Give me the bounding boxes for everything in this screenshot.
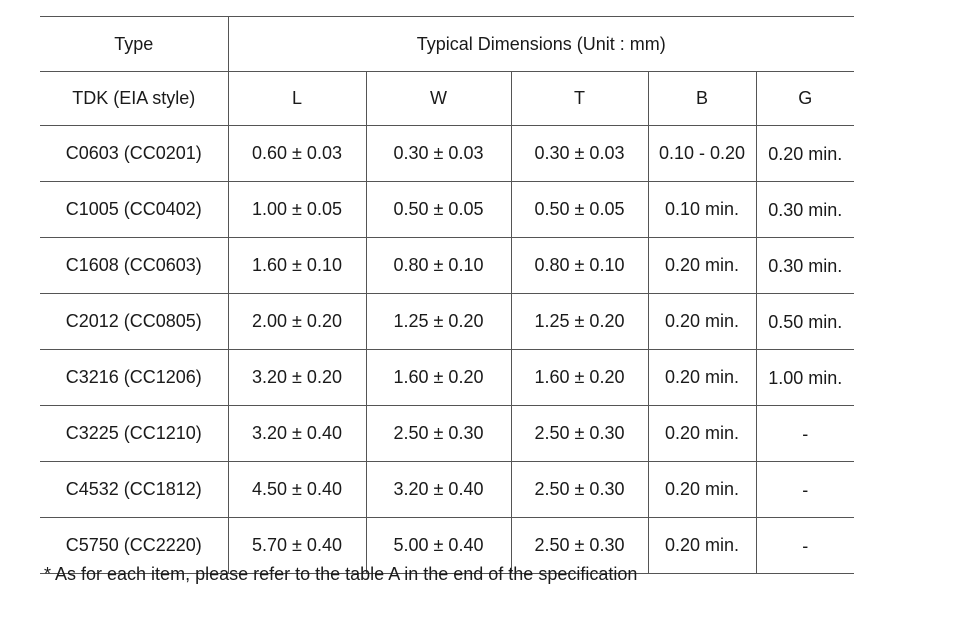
t-cell: 2.50 ± 0.30 bbox=[511, 406, 648, 462]
l-cell: 2.00 ± 0.20 bbox=[228, 294, 366, 350]
column-header-b: B bbox=[648, 72, 756, 126]
t-cell: 0.50 ± 0.05 bbox=[511, 182, 648, 238]
l-cell: 3.20 ± 0.40 bbox=[228, 406, 366, 462]
b-cell: 0.20 min. bbox=[648, 350, 756, 406]
table-body bbox=[40, 126, 854, 574]
table-header-row bbox=[40, 17, 854, 72]
table-row bbox=[40, 406, 854, 462]
g-cell: 1.00 min. bbox=[756, 350, 854, 406]
w-cell: 0.30 ± 0.03 bbox=[366, 126, 511, 182]
t-cell: 0.80 ± 0.10 bbox=[511, 238, 648, 294]
table-subheader-row bbox=[40, 72, 854, 126]
g-cell: 0.30 min. bbox=[756, 182, 854, 238]
table-row bbox=[40, 462, 854, 518]
footnote: * As for each item, please refer to the table A in the end of the specification bbox=[44, 564, 638, 584]
table-row bbox=[40, 182, 854, 238]
type-cell: C0603 (CC0201) bbox=[40, 126, 228, 182]
t-cell: 2.50 ± 0.30 bbox=[511, 518, 648, 574]
t-cell: 1.25 ± 0.20 bbox=[511, 294, 648, 350]
w-cell: 2.50 ± 0.30 bbox=[366, 406, 511, 462]
l-cell: 0.60 ± 0.03 bbox=[228, 126, 366, 182]
table-row bbox=[40, 294, 854, 350]
tdk-eia-style-header: TDK (EIA style) bbox=[40, 72, 228, 126]
g-cell: 0.30 min. bbox=[756, 238, 854, 294]
table-row bbox=[40, 350, 854, 406]
b-cell: 0.20 min. bbox=[648, 406, 756, 462]
type-header: Type bbox=[40, 17, 228, 72]
g-cell: - bbox=[756, 518, 854, 574]
column-header-g: G bbox=[756, 72, 854, 126]
b-cell: 0.20 min. bbox=[648, 294, 756, 350]
g-cell: - bbox=[756, 462, 854, 518]
w-cell: 1.25 ± 0.20 bbox=[366, 294, 511, 350]
type-cell: C3225 (CC1210) bbox=[40, 406, 228, 462]
column-header-t: T bbox=[511, 72, 648, 126]
l-cell: 1.60 ± 0.10 bbox=[228, 238, 366, 294]
g-cell: - bbox=[756, 406, 854, 462]
type-cell: C4532 (CC1812) bbox=[40, 462, 228, 518]
w-cell: 5.00 ± 0.40 bbox=[366, 518, 511, 574]
t-cell: 0.30 ± 0.03 bbox=[511, 126, 648, 182]
t-cell: 2.50 ± 0.30 bbox=[511, 462, 648, 518]
type-cell: C5750 (CC2220) bbox=[40, 518, 228, 574]
w-cell: 0.80 ± 0.10 bbox=[366, 238, 511, 294]
dimensions-table bbox=[40, 16, 854, 574]
column-header-w: W bbox=[366, 72, 511, 126]
l-cell: 4.50 ± 0.40 bbox=[228, 462, 366, 518]
w-cell: 3.20 ± 0.40 bbox=[366, 462, 511, 518]
column-header-l: L bbox=[228, 72, 366, 126]
t-cell: 1.60 ± 0.20 bbox=[511, 350, 648, 406]
type-cell: C3216 (CC1206) bbox=[40, 350, 228, 406]
b-cell: 0.10 - 0.20 bbox=[648, 126, 756, 182]
table-row bbox=[40, 238, 854, 294]
b-cell: 0.20 min. bbox=[648, 238, 756, 294]
type-cell: C1005 (CC0402) bbox=[40, 182, 228, 238]
b-cell: 0.10 min. bbox=[648, 182, 756, 238]
w-cell: 1.60 ± 0.20 bbox=[366, 350, 511, 406]
l-cell: 1.00 ± 0.05 bbox=[228, 182, 366, 238]
l-cell: 5.70 ± 0.40 bbox=[228, 518, 366, 574]
table-row bbox=[40, 126, 854, 182]
type-cell: C2012 (CC0805) bbox=[40, 294, 228, 350]
w-cell: 0.50 ± 0.05 bbox=[366, 182, 511, 238]
b-cell: 0.20 min. bbox=[648, 518, 756, 574]
type-cell: C1608 (CC0603) bbox=[40, 238, 228, 294]
g-cell: 0.20 min. bbox=[756, 126, 854, 182]
g-cell: 0.50 min. bbox=[756, 294, 854, 350]
typical-dimensions-header: Typical Dimensions (Unit : mm) bbox=[228, 17, 854, 72]
l-cell: 3.20 ± 0.20 bbox=[228, 350, 366, 406]
b-cell: 0.20 min. bbox=[648, 462, 756, 518]
